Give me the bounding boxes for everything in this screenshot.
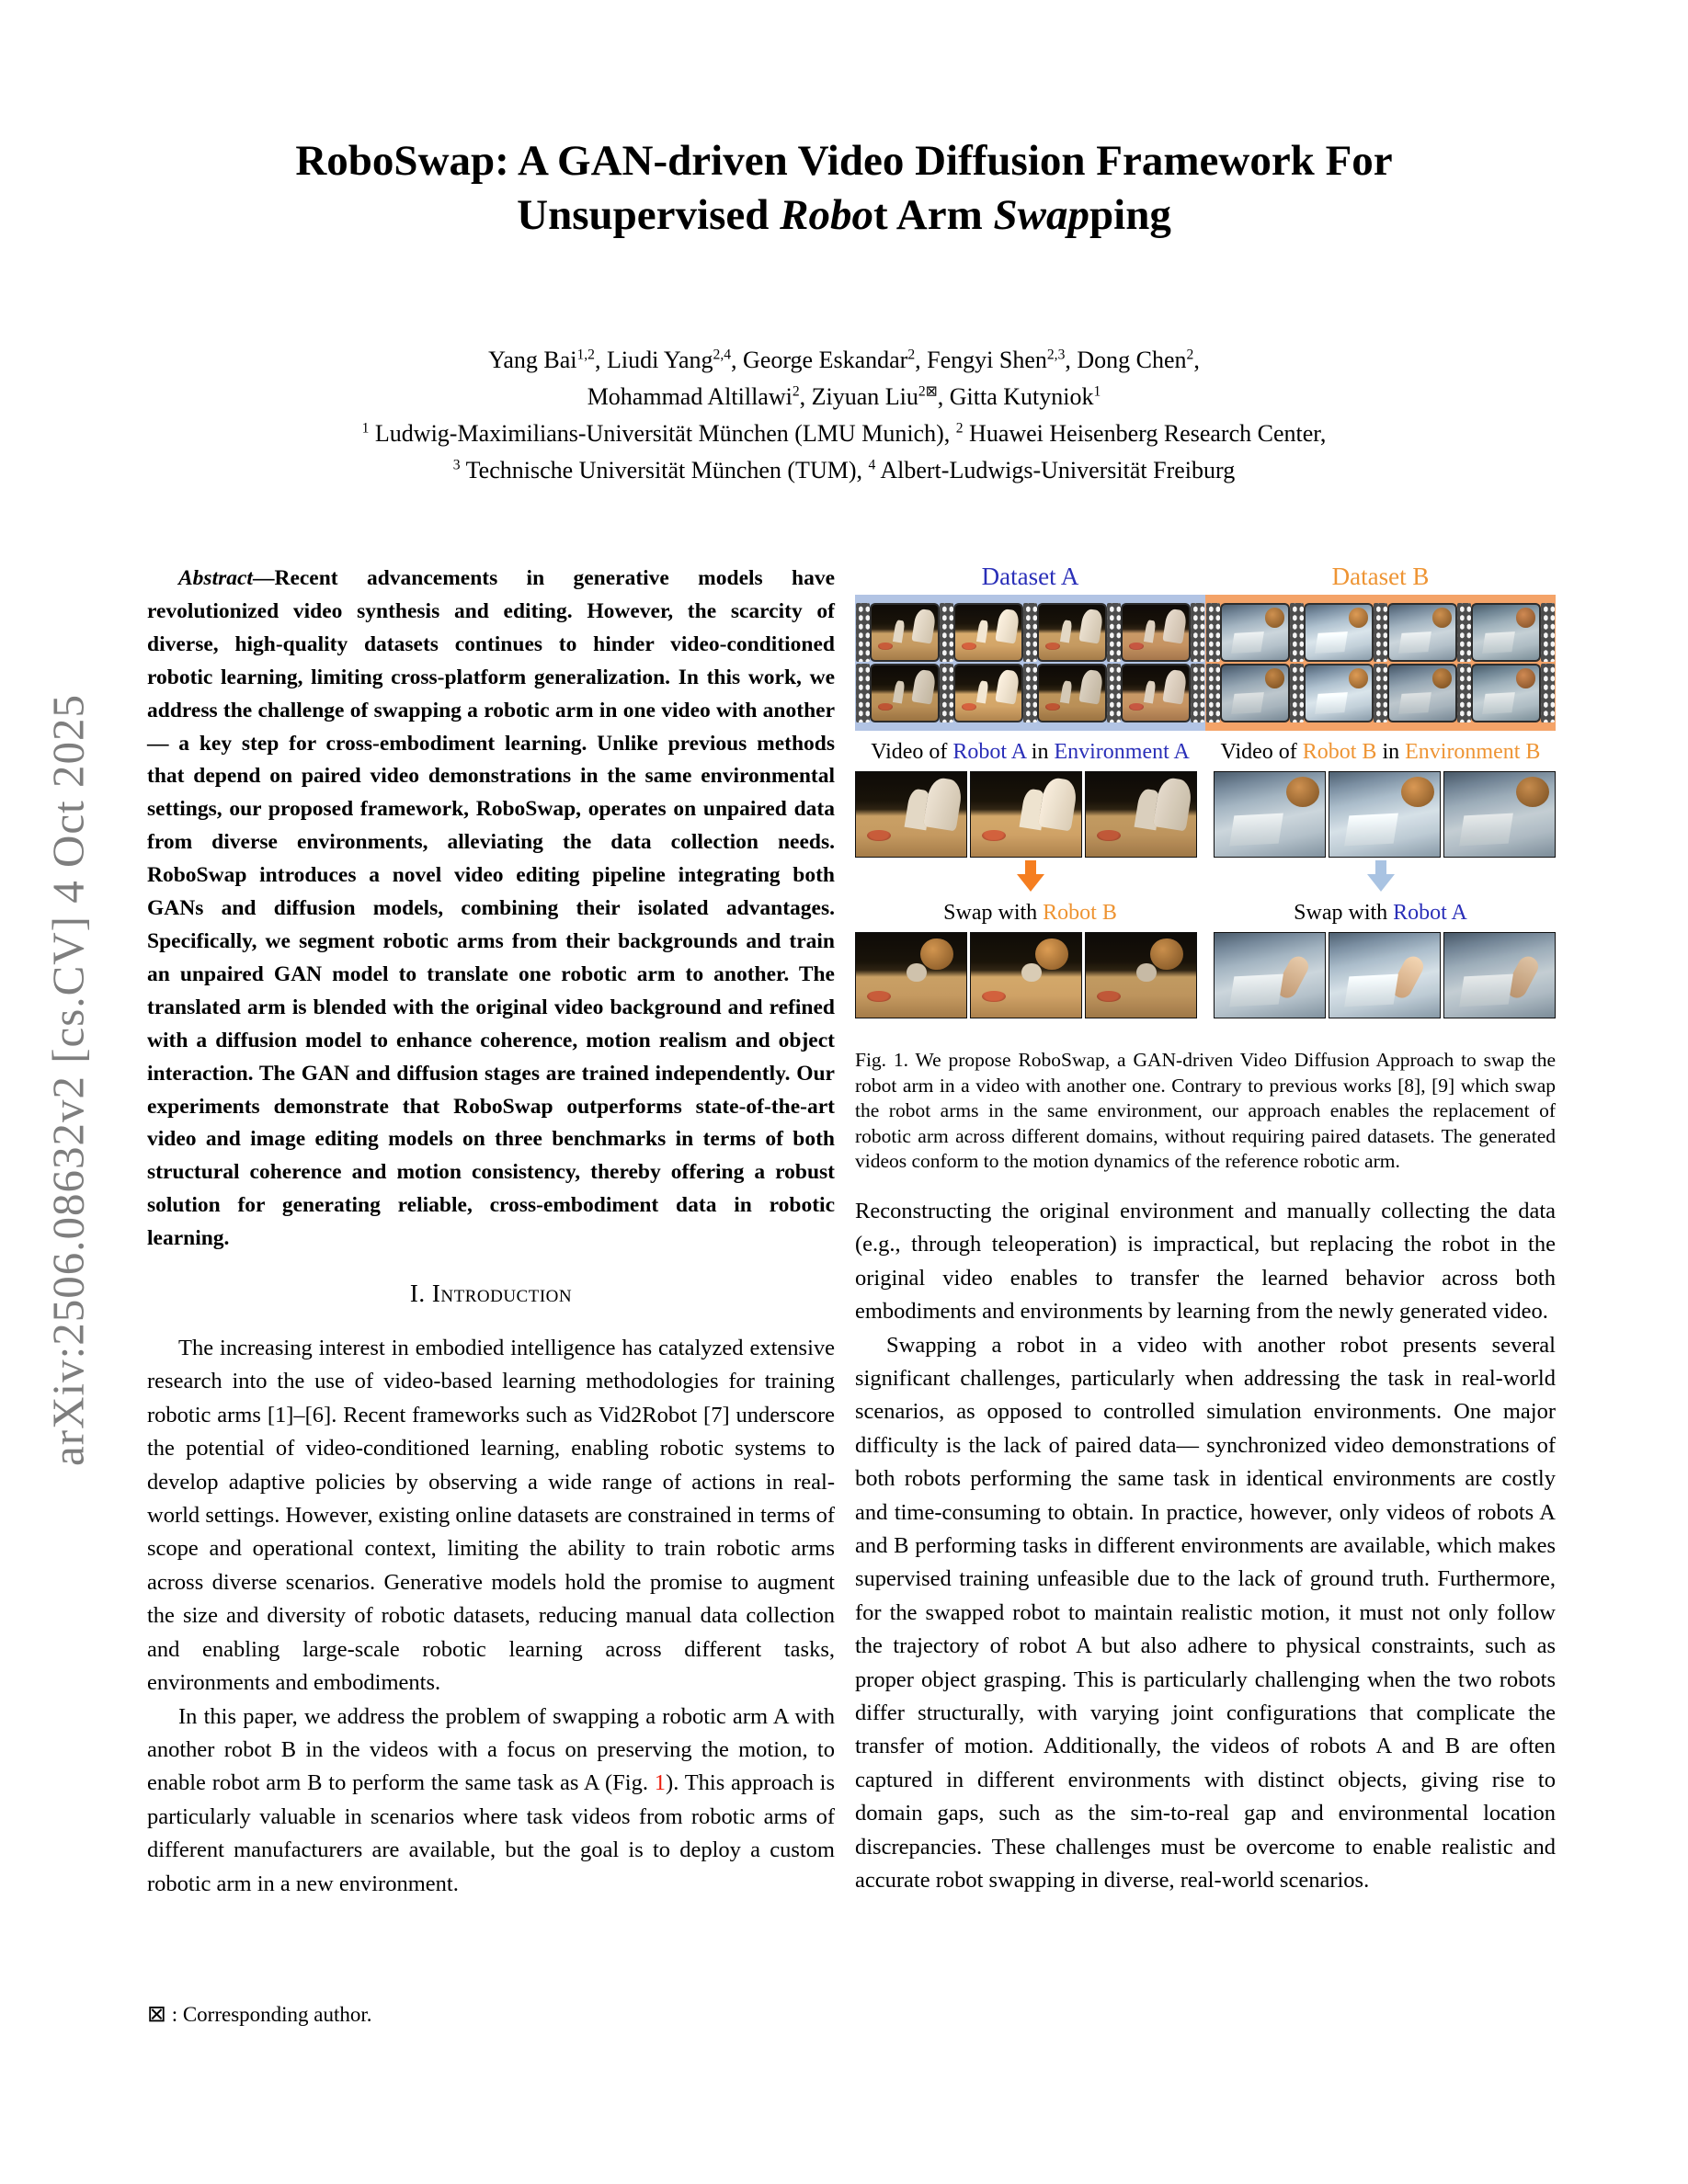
filmstrip-sprocket <box>1107 603 1121 662</box>
film-row <box>856 603 1204 662</box>
filmstrip-sprocket <box>1457 664 1471 722</box>
filmstrip-sprocket <box>1374 664 1387 722</box>
video-frame <box>855 932 967 1018</box>
abstract: Abstract—Recent advancements in generative models have revolutionized video synthesis and editing. However, the scarcity of diverse, high-quality datasets continues to hinder video-conditioned robotic learning, limiting cross-platform generalization. In this work, we address the challenge of swapping a robotic arm in one video with another— a key step for cross-embodiment learning. Unlike previous methods that depend on paired video demonstrations in the same environmental settings, our proposed framework, RoboSwap, operates on unpaired data from diverse environments, alleviating the data collection needs. RoboSwap introduces a novel video editing pipeline integrating both GANs and diffusion models, combining their isolated advantages. Specifically, we segment robotic arms from their backgrounds and train an unpaired GAN model to translate one robotic arm to another. The translated arm is blended with the original video background and refined with a diffusion model to enhance coherence, motion realism and object interaction. The GAN and diffusion stages are trained independently. Our experiments demonstrate that RoboSwap outperforms state-of-the-art video and image editing models on three benchmarks in terms of both structural coherence and motion consistency, thereby offering a robust solution for generating reliable, cross-embodiment data in robotic learning. <box>147 566 835 1251</box>
figure-1-caption: Fig. 1. We propose RoboSwap, a GAN-driven Video Diffusion Approach to swap the robot arm in a video with another one. Contrary to previous works [8], [9] which swap the robot arms in the same environment, our approach enables the replacement of robotic arm across different domains, without requiring paired datasets. The generated videos conform to the motion dynamics of the reference robotic arm. <box>855 1049 1556 1173</box>
video-frame <box>970 771 1082 858</box>
swap-captions <box>855 900 1556 926</box>
film-frame <box>1387 603 1457 662</box>
filmstrip-sprocket <box>1023 603 1037 662</box>
film-frame <box>1220 664 1290 722</box>
intro-paragraph-2-text: In this paper, we address the problem of swapping a robotic arm A with another robot B in the videos with a focus on preserving the motion, to enable robot arm B to perform the same task as A (Fig. <box>147 1703 835 1796</box>
author-line-2: Mohammad Altillawi$^2$, Ziyuan Liu$^{2⊠}$, Gitta Kutyniok$^1$ <box>587 383 1101 410</box>
right-paragraph-2: Swapping a robot in a video with another robot presents several significant challenges, particularly when addressing the task in real-world scenarios, as opposed to controlled simulation environments. One major difficulty is the lack of paired data— synchronized video demonstrations of both robots performing the same task in identical environments are costly and time-consuming to obtain. In practice, however, only videos of robots A and B performing tasks in different environments are available, which makes supervised training unfeasible due to the lack of ground truth. Furthermore, for the swapped robot to maintain realistic motion, it must not only follow the trajectory of robot A but also adhere to physical constraints, such as proper object grasping. This is particularly challenging when the two robots differ structurally, with varying joint configurations that complicate the transfer of motion. Additionally, the videos of robots A and B are often captured in different environments with distinct objects, giving rise to domain gaps, such as the sim-to-real gap and environmental location discrepancies. These challenges must be overcome to enable realistic and accurate robot swapping in diverse, real-world scenarios. <box>855 1332 1556 1894</box>
filmstrip-sprocket <box>940 664 953 722</box>
filmstrip-sprocket <box>1023 664 1037 722</box>
filmstrip-sprocket <box>1290 603 1304 662</box>
film-frame <box>1471 603 1541 662</box>
film-row <box>1206 603 1555 662</box>
video-frame <box>1214 771 1326 858</box>
right-column <box>855 563 1556 1898</box>
film-frame <box>1121 603 1191 662</box>
film-frame <box>953 664 1023 722</box>
swap-arrows <box>855 860 1556 892</box>
video-frame <box>1443 932 1556 1018</box>
video-frame <box>970 932 1082 1018</box>
video-b-caption: Video of Robot B in Environment B <box>1220 740 1541 764</box>
film-frame <box>1220 603 1290 662</box>
film-frame <box>870 664 940 722</box>
intro-paragraph-1: The increasing interest in embodied intelligence has catalyzed extensive research into the use of video-based learning methodologies for training robotic arms [1]–[6]. Recent frameworks such as Vid2Robot [7] underscore the potential of video-conditioned learning, enabling robotic systems to develop adaptive policies by observing a wide range of actions in real-world settings. However, existing online datasets are constrained in terms of scope and operational context, limiting the ability to train robotic arms across diverse scenarios. Generative models hold the promise to augment the size and diversity of robotic datasets, reducing manual data collection and enabling large-scale robotic learning across different tasks, environments and embodiments. <box>147 1336 835 1696</box>
right-paragraph-1: Reconstructing the original environment and manually collecting the data (e.g., through teleoperation) is impractical, but replacing the robot in the original video enables to transfer the learned behavior across both embodiments and environments by learning from the newly generated video. <box>855 1198 1556 1325</box>
dataset-a-label: Dataset A <box>981 563 1079 590</box>
film-frame <box>870 603 940 662</box>
left-column <box>147 563 835 1901</box>
filmstrip-dataset-a <box>855 595 1205 731</box>
filmstrip-sprocket <box>1290 664 1304 722</box>
video-frame <box>1443 771 1556 858</box>
film-frame <box>1037 603 1107 662</box>
filmstrip-sprocket <box>1541 603 1555 662</box>
video-frame <box>1214 932 1326 1018</box>
swapped-video-row <box>855 932 1556 1018</box>
film-row <box>1206 664 1555 722</box>
section-heading-introduction: I. Introduction <box>409 1280 573 1308</box>
video-robot-a <box>855 771 1197 858</box>
filmstrip-sprocket <box>1191 603 1204 662</box>
video-frame <box>1329 771 1441 858</box>
video-frame <box>855 771 967 858</box>
swap-down-arrow-orange-icon <box>1017 860 1044 892</box>
filmstrip-sprocket <box>856 664 870 722</box>
filmstrip-sprocket <box>940 603 953 662</box>
figure-1 <box>855 563 1556 1175</box>
video-swapped-robot-a <box>1214 932 1556 1018</box>
video-a-caption: Video of Robot A in Environment A <box>871 740 1190 764</box>
corresponding-author-footnote <box>147 2000 372 2028</box>
filmstrip-sprocket <box>1374 603 1387 662</box>
footnote-text: : Corresponding author. <box>165 2003 372 2026</box>
filmstrip-sprocket <box>1206 664 1220 722</box>
film-row <box>856 664 1204 722</box>
dataset-labels <box>855 563 1556 590</box>
video-swapped-robot-b <box>855 932 1197 1018</box>
filmstrip-sprocket <box>1541 664 1555 722</box>
title-line-1: RoboSwap: A GAN-driven Video Diffusion Framework For <box>295 137 1393 185</box>
paper-title <box>0 134 1688 243</box>
film-frame <box>1037 664 1107 722</box>
video-robot-b <box>1214 771 1556 858</box>
filmstrip-sprocket <box>856 603 870 662</box>
intro-paragraph-2 <box>147 1701 835 1901</box>
intro-paragraph-2-tail: ). This approach is particularly valuable in scenarios where task videos from robotic arms of different manufacturers are available, but the goal is to deploy a custom robotic arm in a new environment. <box>147 1770 835 1896</box>
swap-b-caption: Swap with Robot B <box>943 901 1117 925</box>
film-frame <box>1121 664 1191 722</box>
video-captions <box>855 739 1556 765</box>
author-block <box>0 342 1688 489</box>
film-frame <box>1304 664 1374 722</box>
film-frame <box>1304 603 1374 662</box>
filmstrip-sprocket <box>1107 664 1121 722</box>
swap-a-caption: Swap with Robot A <box>1294 901 1467 925</box>
arxiv-banner: arXiv:2506.08632v2 [cs.CV] 4 Oct 2025 <box>42 694 94 1466</box>
film-frame <box>953 603 1023 662</box>
filmstrip-sprocket <box>1457 603 1471 662</box>
author-line-1: Yang Bai$^{1,2}$, Liudi Yang$^{2,4}$, George Eskandar$^2$, Fengyi Shen$^{2,3}$, Dong Chen$^2$, <box>488 347 1200 373</box>
film-frame <box>1471 664 1541 722</box>
title-line-2: Unsupervised Robot Arm Swapping <box>517 191 1171 239</box>
video-frame <box>1085 932 1197 1018</box>
affiliation-line-2: $^3$ Technische Universität München (TUM), $^4$ Albert-Ludwigs-Universität Freiburg <box>452 457 1236 483</box>
filmstrip-sprocket <box>1191 664 1204 722</box>
fig1-reference-link[interactable]: 1 <box>654 1770 667 1796</box>
video-frame <box>1329 932 1441 1018</box>
envelope-icon: ⊠ <box>147 2002 166 2027</box>
film-frame <box>1387 664 1457 722</box>
video-frame <box>1085 771 1197 858</box>
filmstrip-dataset-b <box>1205 595 1556 731</box>
source-video-row <box>855 771 1556 858</box>
dataset-b-label: Dataset B <box>1331 563 1430 590</box>
swap-down-arrow-blue-icon <box>1367 860 1395 892</box>
filmstrips <box>855 595 1556 731</box>
affiliation-line-1: $^1$ Ludwig-Maximilians-Universität München (LMU Munich), $^2$ Huawei Heisenberg Research Center, <box>361 420 1327 447</box>
filmstrip-sprocket <box>1206 603 1220 662</box>
